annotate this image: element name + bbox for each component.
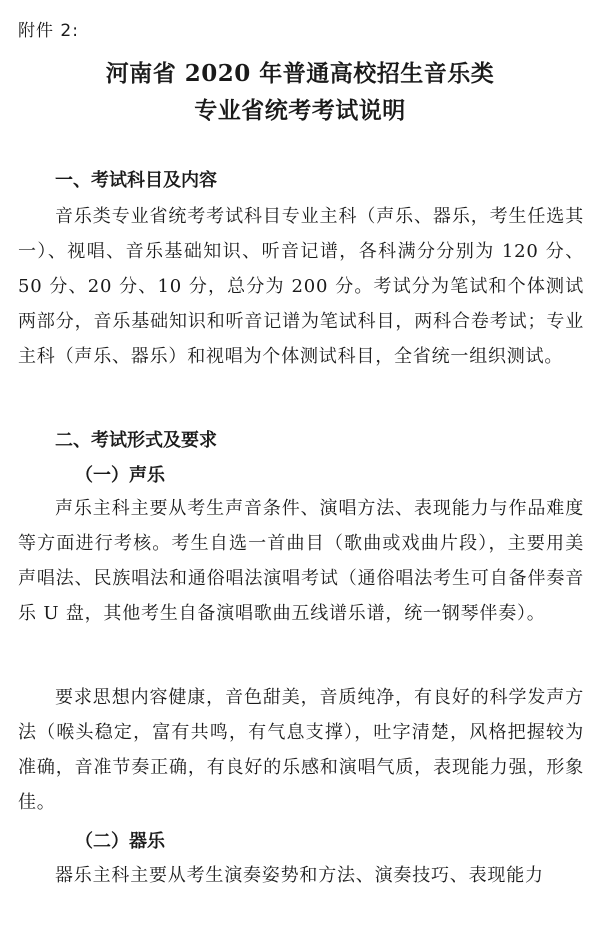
document-title-line1: 河南省 2020 年普通高校招生音乐类 [105,60,495,87]
paragraph-vocal-requirements: 要求思想内容健康，音色甜美，音质纯净，有良好的科学发声方法（喉头稳定，富有共鸣，有气息支撑），吐字清楚，风格把握较为准确，音准节奏正确，有良好的乐感和演唱气质，表现能力强，形象佳。 [18,687,584,813]
paragraph-instrumental-exam: 器乐主科主要从考生演奏姿势和方法、演奏技巧、表现能力 [55,865,544,886]
section-heading-subjects: 一、考试科目及内容 [55,170,217,191]
section-heading-format: 二、考试形式及要求 [55,430,217,451]
subsection-heading-instrumental: （二）器乐 [75,831,165,852]
subsection-heading-vocal: （一）声乐 [75,465,165,486]
attachment-label: 附件 2: [18,21,79,41]
paragraph-vocal-exam: 声乐主科主要从考生声音条件、演唱方法、表现能力与作品难度等方面进行考核。考生自选一首曲目（歌曲或戏曲片段），主要用美声唱法、民族唱法和通俗唱法演唱考试（通俗唱法考生可自备伴奏音乐 U 盘，其他考生自备演唱歌曲五线谱乐谱，统一钢琴伴奏）。 [18,498,584,624]
document-title-line2: 专业省统考考试说明 [194,97,406,124]
paragraph-subjects: 音乐类专业省统考考试科目专业主科（声乐、器乐，考生任选其一）、视唱、音乐基础知识、听音记谱，各科满分分别为 120 分、50 分、20 分、10 分，总分为 200 分。考试分为笔试和个体测试两部分，音乐基础知识和听音记谱为笔试科目，两科合卷考试；专业主科（声乐、器乐）和视唱为个体测试科目，全省统一组织测试。 [18,206,584,367]
